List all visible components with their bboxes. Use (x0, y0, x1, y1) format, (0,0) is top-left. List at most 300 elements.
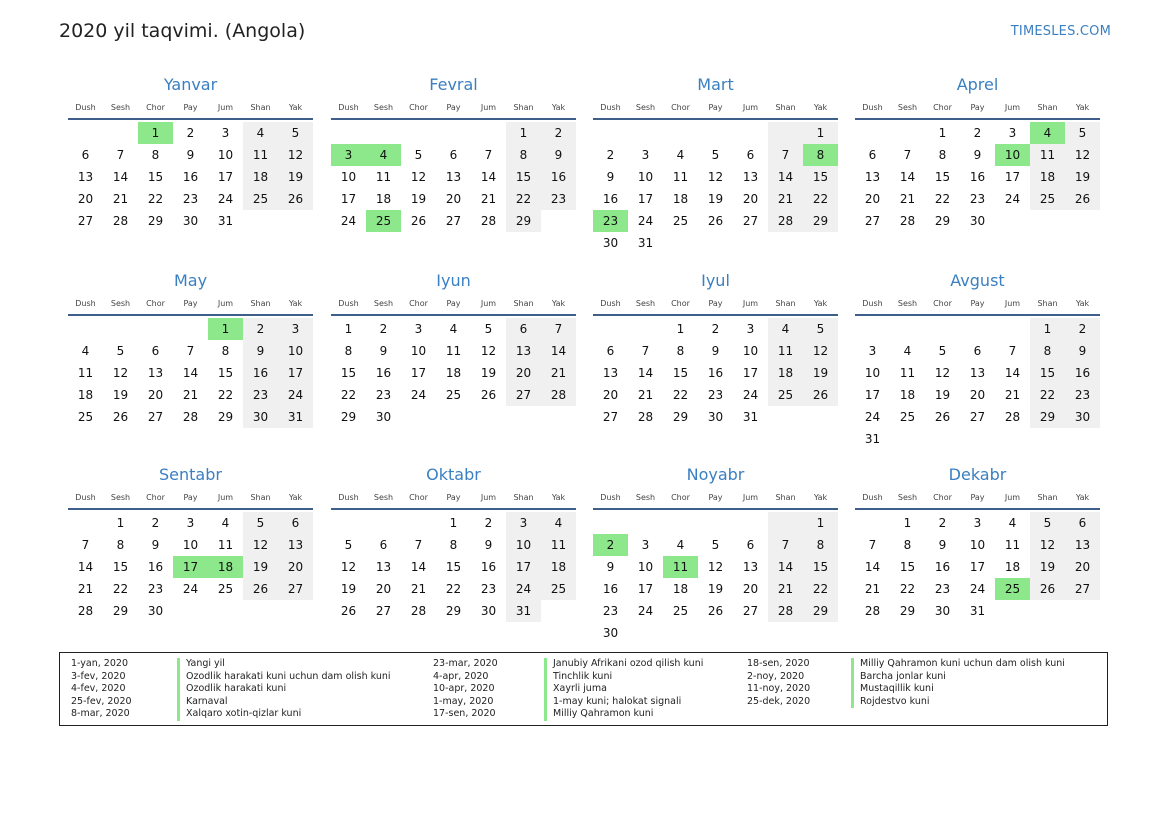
day-cell: 2 (973, 126, 982, 140)
day-cell: 22 (340, 388, 357, 402)
month-name: Aprel (956, 75, 999, 94)
weekday-label: Dush (600, 493, 621, 502)
day-cell: 12 (112, 366, 129, 380)
weekday-label: Sesh (110, 493, 131, 502)
weekday-label: Sesh (373, 299, 394, 308)
day-cell: 4 (1008, 516, 1017, 530)
empty-cell (331, 122, 366, 144)
empty-cell (890, 318, 925, 340)
month-name: Dekabr (948, 465, 1007, 484)
day-cell: 12 (410, 170, 427, 184)
holiday-date: 11-noy, 2020 (747, 683, 811, 694)
day-cell: 18 (768, 362, 803, 384)
holiday-date: 18-sen, 2020 (747, 658, 810, 669)
month-noyabr (593, 464, 838, 644)
day-cell: 8 (506, 144, 541, 166)
day-cell: 26 (707, 604, 724, 618)
holiday-date: 8-mar, 2020 (71, 708, 130, 719)
day-cell: 22 (672, 388, 689, 402)
day-cell: 16 (147, 560, 164, 574)
day-cell: 21 (864, 582, 881, 596)
day-cell: 6 (606, 344, 615, 358)
day-cell: 17 (410, 366, 427, 380)
day-grid (593, 122, 838, 254)
day-cell: 26 (934, 410, 951, 424)
day-cell: 30 (969, 214, 986, 228)
day-cell: 28 (768, 210, 803, 232)
day-cell: 31 (278, 406, 313, 428)
empty-cell (855, 122, 890, 144)
day-cell: 24 (340, 214, 357, 228)
day-cell: 16 (1065, 362, 1100, 384)
day-cell: 11 (243, 144, 278, 166)
day-cell: 6 (278, 512, 313, 534)
month-iyul (593, 270, 838, 428)
weekday-label: Jum (742, 493, 759, 502)
day-cell: 4 (768, 318, 803, 340)
day-cell: 27 (742, 214, 759, 228)
day-cell: 30 (1065, 406, 1100, 428)
day-cell: 3 (221, 126, 230, 140)
day-cell: 11 (672, 170, 689, 184)
day-cell: 31 (864, 432, 881, 446)
day-cell: 30 (243, 406, 278, 428)
weekday-label: Jum (480, 299, 497, 308)
day-cell: 9 (484, 538, 493, 552)
legend-dates (433, 658, 498, 721)
day-cell: 13 (147, 366, 164, 380)
day-cell: 5 (243, 512, 278, 534)
day-cell: 22 (506, 188, 541, 210)
weekday-label: Yak (813, 493, 828, 502)
day-cell: 12 (803, 340, 838, 362)
weekday-label: Pay (446, 493, 461, 502)
day-cell: 3 (641, 148, 650, 162)
day-cell: 22 (934, 192, 951, 206)
day-cell: 11 (77, 366, 94, 380)
weekday-label: Sesh (897, 299, 918, 308)
day-cell: 14 (541, 340, 576, 362)
day-cell: 24 (864, 410, 881, 424)
day-cell: 15 (672, 366, 689, 380)
weekday-label: Pay (708, 493, 723, 502)
day-cell: 22 (803, 188, 838, 210)
day-cell: 25 (243, 188, 278, 210)
day-cell: 23 (593, 210, 628, 232)
day-cell: 2 (186, 126, 195, 140)
day-cell: 8 (116, 538, 125, 552)
holiday-name: Yangi yil (177, 658, 391, 671)
weekday-label: Shan (513, 299, 534, 308)
day-cell: 24 (637, 214, 654, 228)
weekday-label: Sesh (635, 299, 656, 308)
empty-cell (995, 318, 1030, 340)
weekday-header (593, 294, 838, 316)
day-cell: 26 (803, 384, 838, 406)
weekday-label: Sesh (635, 103, 656, 112)
day-cell: 1 (138, 122, 173, 144)
weekday-label: Chor (146, 299, 165, 308)
day-cell: 7 (81, 538, 90, 552)
weekday-label: Shan (513, 493, 534, 502)
day-cell: 27 (77, 214, 94, 228)
weekday-label: Chor (671, 299, 690, 308)
weekday-label: Dush (338, 299, 359, 308)
weekday-label: Dush (75, 299, 96, 308)
day-cell: 28 (637, 410, 654, 424)
weekday-label: Jum (480, 493, 497, 502)
holiday-date: 1-yan, 2020 (71, 658, 128, 669)
day-cell: 16 (480, 560, 497, 574)
day-cell: 13 (445, 170, 462, 184)
day-cell: 14 (899, 170, 916, 184)
day-cell: 27 (864, 214, 881, 228)
day-cell: 16 (969, 170, 986, 184)
day-cell: 3 (868, 344, 877, 358)
empty-cell (331, 512, 366, 534)
weekday-label: Chor (409, 103, 428, 112)
day-cell: 18 (77, 388, 94, 402)
month-name: May (173, 271, 208, 290)
day-cell: 1 (506, 122, 541, 144)
weekday-header (593, 98, 838, 120)
day-cell: 4 (1030, 122, 1065, 144)
day-grid (855, 512, 1100, 622)
weekday-label: Chor (146, 103, 165, 112)
day-cell: 7 (414, 538, 423, 552)
day-cell: 20 (742, 582, 759, 596)
day-cell: 26 (1030, 578, 1065, 600)
day-cell: 24 (742, 388, 759, 402)
day-cell: 21 (410, 582, 427, 596)
day-cell: 10 (182, 538, 199, 552)
day-cell: 20 (506, 362, 541, 384)
day-cell: 3 (414, 322, 423, 336)
day-cell: 5 (1065, 122, 1100, 144)
day-cell: 23 (1065, 384, 1100, 406)
day-cell: 8 (221, 344, 230, 358)
day-cell: 24 (1004, 192, 1021, 206)
holiday-date: 10-apr, 2020 (433, 683, 495, 694)
day-cell: 6 (151, 344, 160, 358)
weekday-label: Dush (862, 493, 883, 502)
day-cell: 26 (112, 410, 129, 424)
day-cell: 7 (868, 538, 877, 552)
day-cell: 19 (112, 388, 129, 402)
day-cell: 27 (742, 604, 759, 618)
day-cell: 22 (1030, 384, 1065, 406)
weekday-label: Pay (970, 299, 985, 308)
day-cell: 23 (147, 582, 164, 596)
day-grid (593, 512, 838, 644)
weekday-label: Chor (933, 103, 952, 112)
day-cell: 11 (541, 534, 576, 556)
day-cell: 29 (112, 604, 129, 618)
page-title: 2020 yil taqvimi. (Angola) (59, 20, 306, 42)
day-cell: 8 (449, 538, 458, 552)
day-cell: 19 (340, 582, 357, 596)
day-cell: 27 (147, 410, 164, 424)
empty-cell (890, 122, 925, 144)
day-cell: 6 (868, 148, 877, 162)
day-cell: 13 (375, 560, 392, 574)
day-cell: 9 (606, 560, 615, 574)
empty-cell (698, 122, 733, 144)
month-yanvar (68, 74, 313, 232)
weekday-label: Pay (446, 299, 461, 308)
day-cell: 23 (707, 388, 724, 402)
day-cell: 13 (742, 560, 759, 574)
day-cell: 8 (903, 538, 912, 552)
empty-cell (593, 122, 628, 144)
weekday-header (855, 488, 1100, 510)
holiday-name: Karnaval (177, 696, 391, 709)
weekday-label: Pay (183, 493, 198, 502)
day-cell: 10 (217, 148, 234, 162)
day-cell: 9 (379, 344, 388, 358)
day-cell: 30 (182, 214, 199, 228)
day-cell: 23 (934, 582, 951, 596)
day-cell: 28 (1004, 410, 1021, 424)
day-cell: 7 (903, 148, 912, 162)
holiday-name: Ozodlik harakati kuni (177, 683, 391, 696)
brand-link[interactable]: TIMESLES.COM (1010, 24, 1111, 39)
holiday-name: Tinchlik kuni (544, 671, 703, 684)
weekday-label: Yak (813, 103, 828, 112)
day-cell: 31 (637, 236, 654, 250)
day-cell: 25 (77, 410, 94, 424)
day-cell: 8 (676, 344, 685, 358)
day-cell: 7 (541, 318, 576, 340)
day-cell: 29 (803, 210, 838, 232)
day-cell: 27 (602, 410, 619, 424)
day-cell: 15 (1030, 362, 1065, 384)
weekday-label: Shan (775, 103, 796, 112)
day-cell: 7 (1008, 344, 1017, 358)
day-cell: 7 (186, 344, 195, 358)
day-cell: 4 (366, 144, 401, 166)
weekday-label: Yak (813, 299, 828, 308)
day-cell: 21 (768, 188, 803, 210)
day-cell: 21 (77, 582, 94, 596)
day-cell: 5 (344, 538, 353, 552)
holiday-name: Barcha jonlar kuni (851, 671, 1065, 684)
day-cell: 5 (484, 322, 493, 336)
day-grid (855, 122, 1100, 232)
day-cell: 30 (934, 604, 951, 618)
weekday-label: Shan (250, 299, 271, 308)
weekday-label: Jum (742, 299, 759, 308)
day-cell: 28 (899, 214, 916, 228)
day-cell: 20 (1065, 556, 1100, 578)
weekday-label: Dush (862, 299, 883, 308)
day-cell: 28 (77, 604, 94, 618)
day-cell: 26 (243, 578, 278, 600)
weekday-label: Shan (775, 493, 796, 502)
day-cell: 26 (410, 214, 427, 228)
weekday-label: Jum (217, 299, 234, 308)
weekday-label: Yak (551, 299, 566, 308)
holiday-name: 1-may kuni; halokat signali (544, 696, 703, 709)
empty-cell (663, 122, 698, 144)
day-cell: 6 (379, 538, 388, 552)
weekday-label: Dush (600, 299, 621, 308)
day-cell: 3 (746, 322, 755, 336)
day-cell: 25 (672, 604, 689, 618)
day-cell: 1 (803, 512, 838, 534)
day-cell: 20 (147, 388, 164, 402)
holiday-date: 4-apr, 2020 (433, 670, 489, 682)
day-cell: 16 (541, 166, 576, 188)
day-cell: 1 (1030, 318, 1065, 340)
holiday-name: Xalqaro xotin-qizlar kuni (177, 708, 391, 721)
day-cell: 23 (182, 192, 199, 206)
empty-cell (366, 512, 401, 534)
day-cell: 13 (602, 366, 619, 380)
day-cell: 12 (707, 170, 724, 184)
day-cell: 8 (344, 344, 353, 358)
empty-cell (733, 512, 768, 534)
day-cell: 27 (375, 604, 392, 618)
weekday-label: Pay (970, 493, 985, 502)
day-cell: 3 (641, 538, 650, 552)
day-grid (855, 318, 1100, 450)
day-cell: 2 (151, 516, 160, 530)
day-cell: 18 (541, 556, 576, 578)
day-cell: 23 (375, 388, 392, 402)
day-cell: 31 (969, 604, 986, 618)
weekday-label: Shan (250, 103, 271, 112)
month-name: Iyun (436, 271, 471, 290)
empty-cell (366, 122, 401, 144)
day-cell: 3 (331, 144, 366, 166)
day-cell: 3 (278, 318, 313, 340)
empty-cell (768, 512, 803, 534)
day-cell: 1 (116, 516, 125, 530)
day-cell: 14 (112, 170, 129, 184)
weekday-label: Jum (1004, 493, 1021, 502)
weekday-label: Dush (75, 103, 96, 112)
day-cell: 26 (278, 188, 313, 210)
weekday-label: Sesh (897, 103, 918, 112)
day-cell: 14 (182, 366, 199, 380)
day-cell: 29 (803, 600, 838, 622)
empty-cell (68, 512, 103, 534)
empty-cell (593, 318, 628, 340)
month-mart (593, 74, 838, 254)
day-cell: 18 (375, 192, 392, 206)
day-cell: 24 (506, 578, 541, 600)
month-name: Noyabr (686, 465, 745, 484)
holiday-date: 1-may, 2020 (433, 695, 494, 707)
day-cell: 27 (445, 214, 462, 228)
day-cell: 6 (1065, 512, 1100, 534)
holiday-name: Mustaqillik kuni (851, 683, 1065, 696)
day-cell: 14 (637, 366, 654, 380)
holiday-name: Ozodlik harakati kuni uchun dam olish kuni (177, 671, 391, 684)
day-cell: 17 (742, 366, 759, 380)
day-cell: 8 (803, 534, 838, 556)
weekday-label: Dush (338, 103, 359, 112)
day-cell: 29 (506, 210, 541, 232)
day-cell: 2 (541, 122, 576, 144)
day-cell: 1 (344, 322, 353, 336)
day-cell: 12 (1030, 534, 1065, 556)
day-cell: 11 (445, 344, 462, 358)
empty-cell (855, 512, 890, 534)
day-cell: 13 (278, 534, 313, 556)
day-cell: 21 (899, 192, 916, 206)
day-cell: 12 (707, 560, 724, 574)
day-cell: 25 (366, 210, 401, 232)
day-cell: 10 (742, 344, 759, 358)
day-cell: 10 (637, 560, 654, 574)
day-cell: 18 (1030, 166, 1065, 188)
empty-cell (68, 122, 103, 144)
day-cell: 15 (506, 166, 541, 188)
month-avgust (855, 270, 1100, 450)
month-name: Yanvar (163, 75, 218, 94)
day-cell: 30 (480, 604, 497, 618)
day-cell: 5 (711, 538, 720, 552)
day-cell: 9 (711, 344, 720, 358)
empty-cell (628, 122, 663, 144)
day-cell: 9 (186, 148, 195, 162)
day-cell: 20 (375, 582, 392, 596)
empty-cell (628, 318, 663, 340)
day-cell: 7 (768, 534, 803, 556)
day-cell: 21 (637, 388, 654, 402)
holiday-name: Milliy Qahramon kuni (544, 708, 703, 721)
empty-cell (768, 122, 803, 144)
day-cell: 13 (864, 170, 881, 184)
day-cell: 19 (278, 166, 313, 188)
day-cell: 1 (208, 318, 243, 340)
empty-cell (103, 318, 138, 340)
day-cell: 15 (934, 170, 951, 184)
day-cell: 23 (602, 604, 619, 618)
day-cell: 31 (506, 600, 541, 622)
day-cell: 25 (995, 578, 1030, 600)
empty-cell (401, 122, 436, 144)
day-cell: 30 (602, 236, 619, 250)
month-sentabr (68, 464, 313, 622)
weekday-label: Jum (742, 103, 759, 112)
day-cell: 15 (340, 366, 357, 380)
day-cell: 15 (147, 170, 164, 184)
day-cell: 17 (278, 362, 313, 384)
day-cell: 20 (969, 388, 986, 402)
day-cell: 21 (112, 192, 129, 206)
weekday-header (331, 98, 576, 120)
day-cell: 2 (593, 534, 628, 556)
day-cell: 12 (278, 144, 313, 166)
holiday-date: 17-sen, 2020 (433, 708, 496, 719)
month-fevral (331, 74, 576, 232)
day-grid (331, 512, 576, 622)
weekday-header (68, 488, 313, 510)
day-cell: 15 (112, 560, 129, 574)
day-cell: 19 (1065, 166, 1100, 188)
empty-cell (593, 512, 628, 534)
weekday-header (855, 294, 1100, 316)
day-cell: 6 (746, 148, 755, 162)
weekday-label: Yak (288, 493, 303, 502)
day-cell: 7 (484, 148, 493, 162)
day-cell: 9 (973, 148, 982, 162)
day-cell: 6 (746, 538, 755, 552)
holiday-date: 25-fev, 2020 (71, 695, 132, 707)
